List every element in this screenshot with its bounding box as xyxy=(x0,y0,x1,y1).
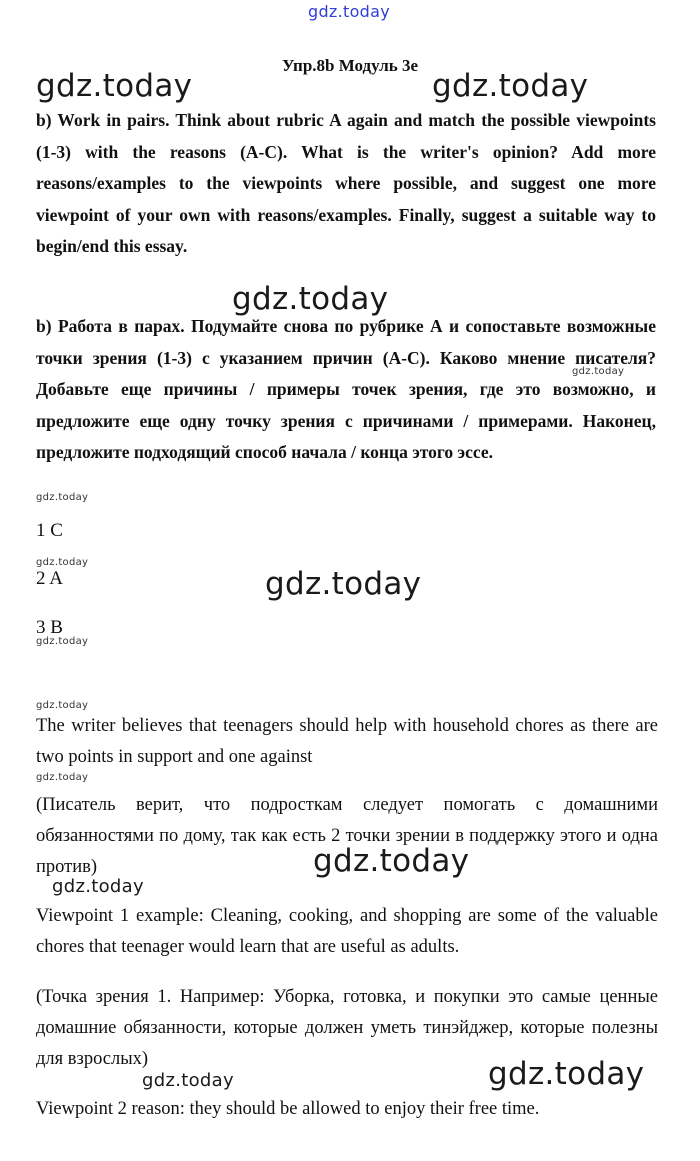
watermark-small-6: gdz.today xyxy=(36,772,89,783)
task-english: b) Work in pairs. Think about rubric A again and match the possible viewpoints (1-3) with the reasons (A-C). What is the writer's opinion? Add more reasons/examples to the viewpoints where possible, and suggest one more viewpoint of your own with reasons/examples. Finally, suggest a suitable way to begin/end this essay. xyxy=(36,110,656,256)
watermark-small-5: gdz.today xyxy=(36,700,89,711)
watermark-mid-1: gdz.today xyxy=(52,876,144,897)
watermark-right: gdz.today xyxy=(432,68,589,104)
viewpoint-1-english: Viewpoint 1 example: Cleaning, cooking, and shopping are some of the valuable chores that teenager would learn that are useful as adults. xyxy=(36,906,658,957)
writer-opinion-english: The writer believes that teenagers should help with household chores as there are two points in support and one against xyxy=(36,716,658,767)
watermark-small-4: gdz.today xyxy=(36,636,89,647)
viewpoint-2-english: Viewpoint 2 reason: they should be allowed to enjoy their free time. xyxy=(36,1099,540,1119)
watermark-left: gdz.today xyxy=(36,68,193,104)
watermark-mid-2: gdz.today xyxy=(142,1070,234,1091)
answer-1: 1 C xyxy=(36,520,63,541)
writer-opinion-russian: (Писатель верит, что подросткам следует помогать с домашними обязанностями по дому, так как есть 2 точки зрении в поддержку этого и одна против) xyxy=(36,795,658,877)
watermark-small-3: gdz.today xyxy=(36,557,89,568)
page-title: Упр.8b Модуль 3e xyxy=(281,56,419,75)
watermark-center-3: gdz.today xyxy=(313,843,470,879)
watermark-small-1: gdz.today xyxy=(572,366,625,377)
watermark-center-2: gdz.today xyxy=(265,566,422,602)
task-russian: b) Работа в парах. Подумайте снова по рубрике А и сопоставьте возможные точки зрения (1-3) с указанием причин (А-С). Каково мнение писателя? Добавьте еще причины / примеры точек зрения, где это возможно, и предложите еще одну точку зрения с причинами / примерами. Наконец, предложите подходящий способ начала / конца этого эссе. xyxy=(36,316,656,462)
viewpoint-1-russian: (Точка зрения 1. Например: Уборка, готовка, и покупки это самые ценные домашние обязанности, которые должен уметь тинэйджер, которые полезны для взрослых) xyxy=(36,987,658,1069)
answer-2: 2 A xyxy=(36,568,63,589)
watermark-top: gdz.today xyxy=(308,2,390,21)
watermark-bottom-right: gdz.today xyxy=(488,1056,645,1092)
answer-3: 3 B xyxy=(36,617,63,638)
watermark-center-1: gdz.today xyxy=(232,281,389,317)
watermark-small-2: gdz.today xyxy=(36,492,89,503)
